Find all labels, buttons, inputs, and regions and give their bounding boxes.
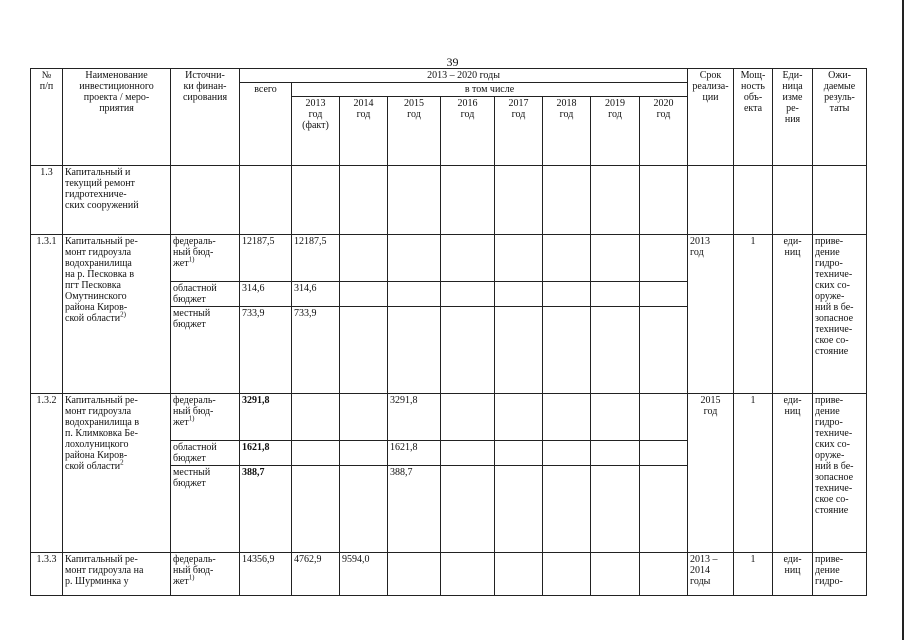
amount-total: 14356,9 — [240, 553, 292, 596]
amount-empty — [640, 394, 688, 441]
amount-empty — [591, 553, 640, 596]
project-num: 1.3.2 — [31, 394, 63, 553]
funding-source: областной бюджет — [171, 441, 240, 466]
amount-2013: 733,9 — [292, 307, 340, 394]
amount-total: 12187,5 — [240, 235, 292, 282]
amount-2015: 1621,8 — [388, 441, 441, 466]
header-year: 2019 год — [591, 97, 640, 166]
header-capacity: Мощ- ность объ- екта — [734, 69, 773, 166]
amount-2015: 388,7 — [388, 466, 441, 553]
amount-empty — [543, 553, 591, 596]
amount-2013: 314,6 — [292, 282, 340, 307]
amount-empty — [543, 282, 591, 307]
amount-empty — [640, 466, 688, 553]
header-period: 2013 – 2020 годы — [240, 69, 688, 83]
footnote-mark: 2 — [120, 458, 124, 467]
header-name: Наименование инвестиционного проекта / меро- приятия — [63, 69, 171, 166]
section-num: 1.3 — [31, 166, 63, 235]
amount-2013: 4762,9 — [292, 553, 340, 596]
amount-empty — [591, 235, 640, 282]
amount-total: 3291,8 — [240, 394, 292, 441]
investment-table — [30, 68, 867, 596]
table-row — [31, 235, 867, 282]
amount-empty — [441, 282, 495, 307]
amount-2015: 3291,8 — [388, 394, 441, 441]
footnote-mark: 2) — [120, 310, 126, 319]
section-row — [31, 166, 867, 235]
header-row — [31, 69, 867, 83]
empty-cell — [543, 166, 591, 235]
amount-2013 — [292, 394, 340, 441]
project-result: приве- дение гидро- — [813, 553, 867, 596]
amount-total: 1621,8 — [240, 441, 292, 466]
header-year: 2014 год — [340, 97, 388, 166]
amount-2013: 12187,5 — [292, 235, 340, 282]
funding-source: федераль- ный бюд- жет$^{1)}$ — [171, 553, 240, 596]
amount-empty — [591, 394, 640, 441]
footnote-mark: 1) — [188, 255, 195, 264]
amount-empty — [640, 307, 688, 394]
empty-cell — [773, 166, 813, 235]
project-term: 2013 год — [688, 235, 734, 394]
amount-empty — [640, 441, 688, 466]
amount-empty — [543, 307, 591, 394]
empty-cell — [340, 166, 388, 235]
funding-source: федераль- ный бюд- жет$^{1)}$ — [171, 235, 240, 282]
amount-empty — [495, 394, 543, 441]
empty-cell — [688, 166, 734, 235]
project-unit: еди- ниц — [773, 235, 813, 394]
amount-empty — [640, 553, 688, 596]
section-name: Капитальный и текущий ремонт гидротехниче- ских сооружений — [63, 166, 171, 235]
project-unit: еди- ниц — [773, 394, 813, 553]
amount-empty — [591, 466, 640, 553]
page-edge — [902, 0, 904, 640]
project-name: Капитальный ре- монт гидроузла на р. Шурминка у — [63, 553, 171, 596]
table-row — [31, 553, 867, 596]
header-year: 2017 год — [495, 97, 543, 166]
empty-cell — [388, 166, 441, 235]
funding-source: местный бюджет — [171, 307, 240, 394]
header-term: Срок реализа- ции — [688, 69, 734, 166]
amount-total: 388,7 — [240, 466, 292, 553]
header-total: всего — [240, 83, 292, 166]
amount-empty — [495, 235, 543, 282]
project-name: Капитальный ре- монт гидроузла водохранилища на р. Песковка в пгт Песковка Омутнинского района Киров- ской области$^{2)}$ — [63, 235, 171, 394]
project-capacity: 1 — [734, 553, 773, 596]
amount-2014 — [340, 235, 388, 282]
project-result: приве- дение гидро- техниче- ских со- оруже- ний в бе- зопасное техниче- ское со- стояние — [813, 394, 867, 553]
amount-empty — [640, 282, 688, 307]
amount-total: 733,9 — [240, 307, 292, 394]
empty-cell — [240, 166, 292, 235]
amount-2014 — [340, 282, 388, 307]
amount-empty — [441, 394, 495, 441]
empty-cell — [591, 166, 640, 235]
header-year: 2020 год — [640, 97, 688, 166]
amount-empty — [495, 282, 543, 307]
funding-source: федераль- ный бюд- жет$^{1)}$ — [171, 394, 240, 441]
header-year: 2013 год (факт) — [292, 97, 340, 166]
project-term: 2013 – 2014 годы — [688, 553, 734, 596]
header-unit: Еди- ница изме ре- ния — [773, 69, 813, 166]
amount-empty — [441, 235, 495, 282]
project-capacity: 1 — [734, 235, 773, 394]
table-row — [31, 394, 867, 441]
project-name: Капитальный ре- монт гидроузла водохранилища в п. Климковка Бе- лохолуницкого района Киров- ской области$^2$ — [63, 394, 171, 553]
header-source: Источни- ки финан- сирования — [171, 69, 240, 166]
header-num: № п/п — [31, 69, 63, 166]
header-expected: Ожи- даемые резуль- таты — [813, 69, 867, 166]
amount-empty — [441, 553, 495, 596]
amount-2014 — [340, 466, 388, 553]
project-term: 2015 год — [688, 394, 734, 553]
funding-source: местный бюджет — [171, 466, 240, 553]
empty-cell — [734, 166, 773, 235]
amount-empty — [591, 441, 640, 466]
amount-2015 — [388, 235, 441, 282]
empty-cell — [813, 166, 867, 235]
empty-cell — [441, 166, 495, 235]
amount-empty — [495, 441, 543, 466]
project-num: 1.3.3 — [31, 553, 63, 596]
page-number: 39 — [446, 55, 459, 69]
empty-cell — [292, 166, 340, 235]
funding-source: областной бюджет — [171, 282, 240, 307]
amount-2014 — [340, 441, 388, 466]
amount-empty — [543, 394, 591, 441]
project-capacity: 1 — [734, 394, 773, 553]
project-result: приве- дение гидро- техниче- ских со- оруже- ний в бе- зопасное техниче- ское со- стояние — [813, 235, 867, 394]
amount-2013 — [292, 441, 340, 466]
amount-2014: 9594,0 — [340, 553, 388, 596]
amount-2015 — [388, 307, 441, 394]
amount-empty — [591, 307, 640, 394]
amount-2014 — [340, 307, 388, 394]
empty-cell — [495, 166, 543, 235]
amount-empty — [543, 235, 591, 282]
amount-empty — [441, 466, 495, 553]
footnote-mark: 1) — [188, 573, 195, 582]
amount-2015 — [388, 553, 441, 596]
amount-total: 314,6 — [240, 282, 292, 307]
amount-empty — [495, 466, 543, 553]
amount-2013 — [292, 466, 340, 553]
amount-2015 — [388, 282, 441, 307]
amount-empty — [495, 553, 543, 596]
project-num: 1.3.1 — [31, 235, 63, 394]
header-year: 2018 год — [543, 97, 591, 166]
project-unit: еди- ниц — [773, 553, 813, 596]
header-year: 2016 год — [441, 97, 495, 166]
amount-2014 — [340, 394, 388, 441]
amount-empty — [543, 466, 591, 553]
header-year: 2015 год — [388, 97, 441, 166]
amount-empty — [543, 441, 591, 466]
empty-cell — [640, 166, 688, 235]
amount-empty — [495, 307, 543, 394]
amount-empty — [441, 307, 495, 394]
footnote-mark: 1) — [188, 414, 195, 423]
empty-cell — [171, 166, 240, 235]
amount-empty — [640, 235, 688, 282]
amount-empty — [591, 282, 640, 307]
amount-empty — [441, 441, 495, 466]
header-including: в том числе — [292, 83, 688, 97]
